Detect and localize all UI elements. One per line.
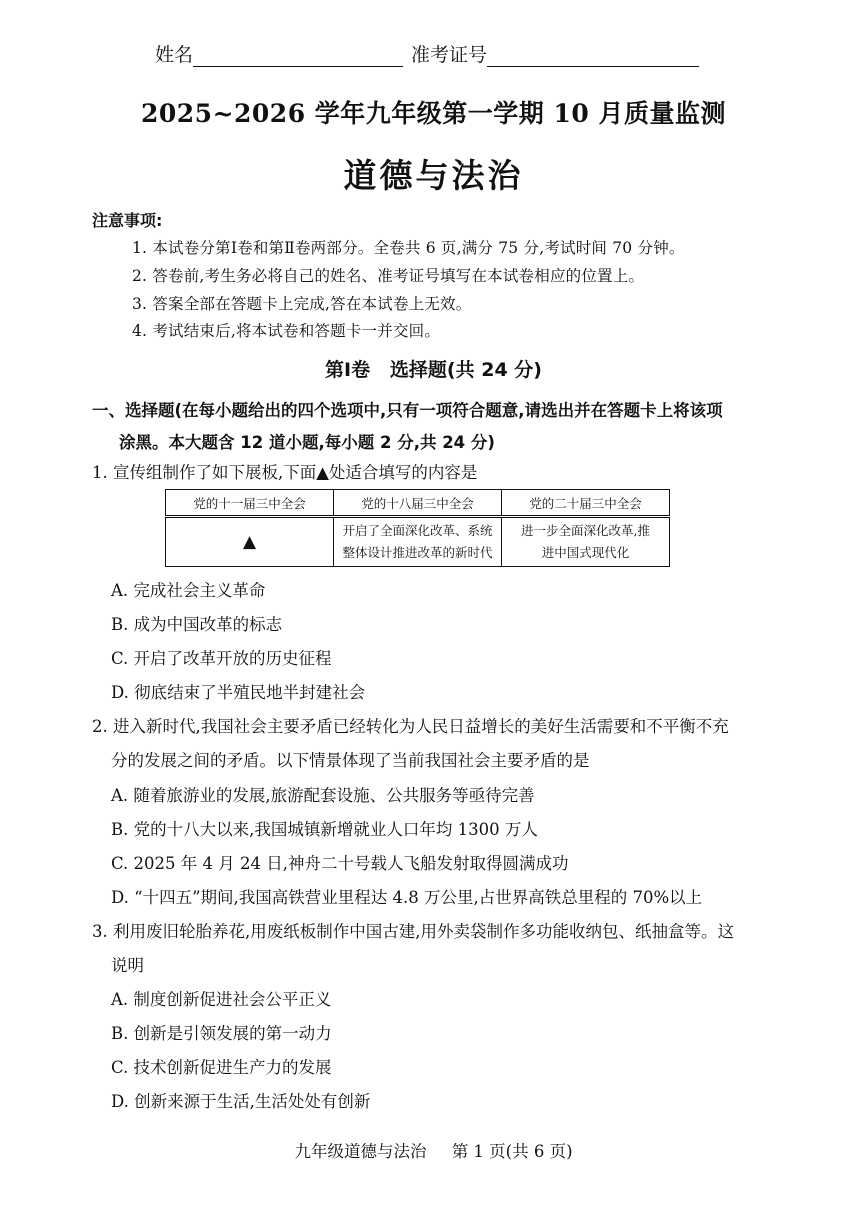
table-cell-line: 进中国式现代化	[541, 545, 630, 560]
subject-title: 道德与法治	[343, 156, 524, 195]
footer-subject: 九年级道德与法治	[294, 1142, 427, 1161]
question-2-stem: 2. 进入新时代,我国社会主要矛盾已经转化为人民日益增长的美好生活需要和不平衡不充	[92, 717, 729, 736]
question-3-option-b: B. 创新是引领发展的第一动力	[111, 1024, 332, 1043]
question-1-option-c: C. 开启了改革开放的历史征程	[111, 649, 332, 668]
question-1-option-a: A. 完成社会主义革命	[111, 581, 266, 600]
notice-item: 4. 考试结束后,将本试卷和答题卡一并交回。	[132, 322, 441, 340]
question-3-option-c: C. 技术创新促进生产力的发展	[111, 1058, 332, 1077]
footer-page-number: 第 1 页(共 6 页)	[451, 1142, 573, 1161]
question-2-stem-cont: 分的发展之间的矛盾。以下情景体现了当前我国社会主要矛盾的是	[111, 751, 590, 770]
notice-item: 1. 本试卷分第Ⅰ卷和第Ⅱ卷两部分。全卷共 6 页,满分 75 分,考试时间 70 分钟。	[132, 239, 685, 257]
question-2-option-d: D. “十四五”期间,我国高铁营业里程达 4.8 万公里,占世界高铁总里程的 70%以上	[111, 888, 703, 907]
table-header-cell: 党的二十届三中全会	[502, 490, 670, 517]
question-2-option-a: A. 随着旅游业的发展,旅游配套设施、公共服务等亟待完善	[111, 786, 535, 805]
table-cell-line: 整体设计推进改革的新时代	[342, 545, 493, 560]
table-cell	[334, 517, 502, 567]
notice-item: 2. 答卷前,考生务必将自己的姓名、准考证号填写在本试卷相应的位置上。	[132, 267, 645, 285]
notice-heading: 注意事项:	[92, 211, 163, 230]
page-footer	[0, 1138, 867, 1162]
question-1-stem: 1. 宣传组制作了如下展板,下面▲处适合填写的内容是	[92, 463, 478, 482]
table-header-cell: 党的十一届三中全会	[166, 490, 334, 517]
name-blank	[193, 46, 403, 67]
exam-title: 2025~2026 学年九年级第一学期 10 月质量监测	[140, 99, 726, 128]
question-2-option-b: B. 党的十八大以来,我国城镇新增就业人口年均 1300 万人	[111, 820, 538, 839]
table-cell-line: 开启了全面深化改革、系统	[342, 523, 493, 538]
question-3-option-d: D. 创新来源于生活,生活处处有创新	[111, 1092, 371, 1111]
blank-triangle-cell: ▲	[166, 517, 334, 567]
table-header-cell: 党的十八届三中全会	[334, 490, 502, 517]
candidate-info-line	[155, 40, 699, 67]
question-1-table	[165, 489, 670, 567]
question-3-stem: 3. 利用废旧轮胎养花,用废纸板制作中国古建,用外卖袋制作多功能收纳包、纸抽盒等。这	[92, 922, 734, 941]
id-label: 准考证号	[411, 44, 488, 66]
question-3-option-a: A. 制度创新促进社会公平正义	[111, 990, 332, 1009]
instruction-line-2: 涂黑。本大题含 12 道小题,每小题 2 分,共 24 分)	[119, 433, 495, 452]
instruction-line-1: 一、选择题(在每小题给出的四个选项中,只有一项符合题意,请选出并在答题卡上将该项	[92, 401, 723, 420]
question-1-option-b: B. 成为中国改革的标志	[111, 615, 283, 634]
question-3-stem-cont: 说明	[111, 956, 144, 975]
id-blank	[487, 46, 699, 67]
table-cell-line: 进一步全面深化改革,推	[521, 523, 650, 538]
section-title: 第Ⅰ卷 选择题(共 24 分)	[325, 359, 542, 381]
table-cell	[502, 517, 670, 567]
notice-item: 3. 答案全部在答题卡上完成,答在本试卷上无效。	[132, 295, 472, 313]
name-label: 姓名	[155, 44, 194, 66]
question-2-option-c: C. 2025 年 4 月 24 日,神舟二十号载人飞船发射取得圆满成功	[111, 854, 569, 873]
question-1-option-d: D. 彻底结束了半殖民地半封建社会	[111, 683, 366, 702]
